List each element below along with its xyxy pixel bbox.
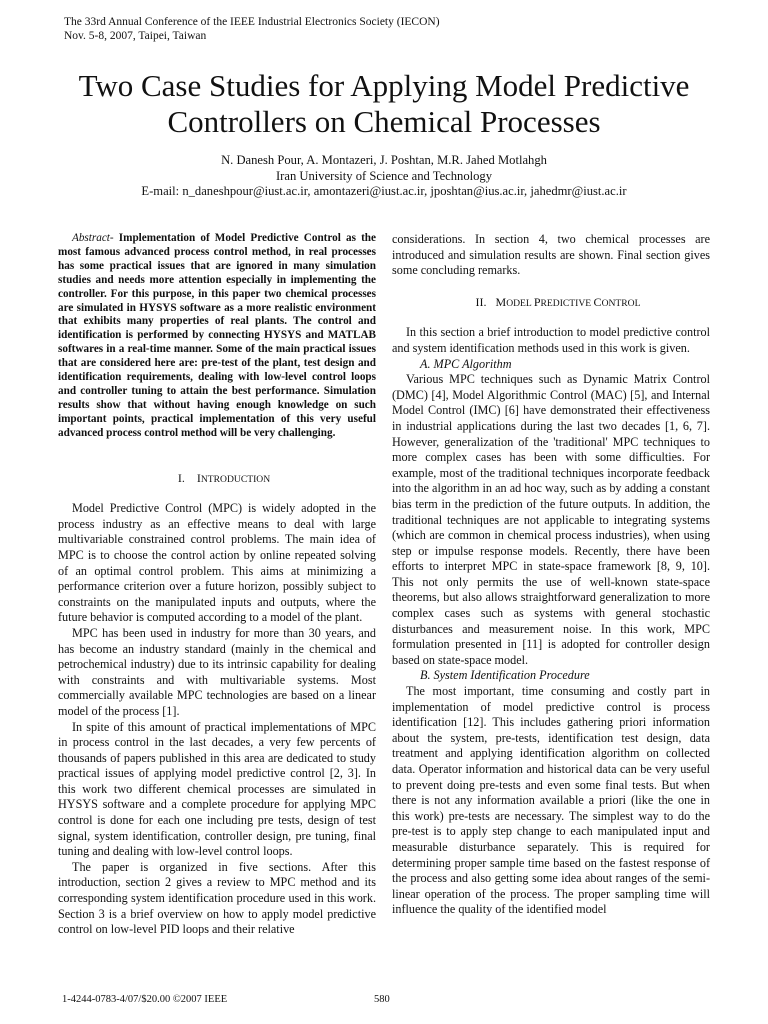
- affiliation: Iran University of Science and Technology: [275, 168, 493, 183]
- abstract: [58, 232, 376, 441]
- abstract-lead: Abstract-: [72, 232, 114, 244]
- title-line-1: Two Case Studies for Applying Model Predictive: [78, 68, 690, 103]
- intro-paragraph-2: MPC has been used in industry for more than 30 years, and has become an industry standard (mainly in the chemical and petrochemical industry) due to its intrinsic capability for dealing with constraints and with multivariable systems. Most commercially available MPC technologies are based on a linear model of the process [1].: [58, 625, 376, 718]
- left-column: [58, 232, 376, 938]
- system-identification-paragraph: The most important, time consuming and costly part in implementation of model predictive control is process identification [12]. This includes gathering priori information about the system, pre-tests, identification test design, data treatment and applying identification algorithm on collected data. Operator information and historical data can be very useful to prevent doing pre-tests and even some final tests. But when there is not any information available a priori (like the one in this work) pre-tests are necessary. The simplest way to do the pre-test is to apply step change to each manipulated input and measurable disturbance separately. This is required for determining proper sample time based on the fastest response of the process and also getting some idea about ranges of the semi-linear operation of the process. The proper sampling time will influence the quality of the identified model: [392, 684, 710, 917]
- author-block: [40, 153, 728, 200]
- section-heading-introduction: I. INTRODUCTION: [177, 470, 271, 485]
- intro-paragraph-1: Model Predictive Control (MPC) is widely adopted in the process industry as an effective means to deal with large multivariable constrained control problems. The main idea of MPC is to choose the control action by online repeated solving of an optimal control problem. This aims at minimizing a performance criterion over a future horizon, possibly subject to constraints on the manipulated inputs and outputs, where the future behavior is computed according to a model of the plant.: [58, 501, 376, 625]
- mpc-intro-paragraph: In this section a brief introduction to model predictive control and system identification methods used in this work is given.: [392, 325, 710, 355]
- author-names: N. Danesh Pour, A. Montazeri, J. Poshtan, M.R. Jahed Motlahgh: [221, 153, 547, 167]
- subsection-heading-mpc-algorithm: A. MPC Algorithm: [420, 356, 512, 371]
- intro-paragraph-4: The paper is organized in five sections. After this introduction, section 2 gives a review to MPC method and its corresponding system identification procedure used in this work. Section 3 is a brief overview on how to apply model predictive control on low-level PID loops and their relative: [58, 859, 376, 937]
- conference-name: The 33rd Annual Conference of the IEEE Industrial Electronics Society (IECON): [64, 16, 440, 28]
- page-number: 580: [374, 994, 390, 1005]
- intro-paragraph-3: In spite of this amount of practical implementations of MPC in process control in the last decades, a very few percents of thousands of papers published in this area are dedicated to study practical issues of applying model predictive control [2, 3]. In this work two different chemical processes are simulated in HYSYS software and a complete procedure for applying MPC control is done for each one including pre tests, design of test signal, system identification, controller design, pre tuning, final tuning and dealing with low-level control loops.: [58, 719, 376, 859]
- right-column: [392, 232, 710, 918]
- subsection-heading-system-identification: B. System Identification Procedure: [420, 668, 590, 683]
- title-line-2: Controllers on Chemical Processes: [167, 104, 601, 139]
- copyright-notice: 1-4244-0783-4/07/$20.00 ©2007 IEEE: [62, 994, 228, 1005]
- conference-date-location: Nov. 5-8, 2007, Taipei, Taiwan: [64, 30, 207, 42]
- mpc-algorithm-paragraph: Various MPC techniques such as Dynamic Matrix Control (DMC) [4], Model Algorithmic Control (MAC) [5], and Internal Model Control (IMC) [6] have demonstrated their effectiveness in industrial applications during the last two decades [1, 6, 7]. However, generalization of the 'traditional' MPC techniques to more complex cases has been with some difficulties. For example, most of the traditional techniques incorporate feedback into the algorithm in an ad hoc way, such as by adding a constant bias term in the prediction of the future outputs. In addition, the traditional techniques are not applicable to integrating systems (which are common in chemical process industries), when using step or impulse response models. Recently, there have been efforts to interpret MPC in state-space framework [8, 9, 10]. This not only permits the use of well-known state-space theorems, but also allows straightforward generalization to more complex cases such as systems with general stochastic disturbances and measurement noise. In this work, MPC formulation presented in [11] is adopted for controller design based on state-space model.: [392, 372, 710, 667]
- email-list: E-mail: n_daneshpour@iust.ac.ir, amontazeri@iust.ac.ir, jposhtan@ius.ac.ir, jahedmr@iust.ac.ir: [141, 184, 627, 198]
- paper-title: [40, 68, 728, 140]
- section-heading-mpc: II. MODEL PREDICTIVE CONTROL: [475, 294, 641, 309]
- conference-header: [64, 15, 440, 43]
- abstract-body: Implementation of Model Predictive Control as the most famous advanced process control method, in real processes has some practical issues that are ignored in many simulation studies and needs more attention especially in implementing the controller. For this purpose, in this paper two chemical processes are simulated in HYSYS software as a more realistic environment that exhibits many properties of real plants. The control and identification is performed by connecting HYSYS and MATLAB softwares in a real-time manner. Some of the main practical issues that are considered here are: pre-test of the plant, test design and identification requirements, dealing with low-level control loops and controller tuning to attain the best performance. Simulation results show that without having enough knowledge on such important points, practical implementation of this very useful advanced process control method will be very challenging.: [58, 232, 376, 439]
- intro-continuation: considerations. In section 4, two chemical processes are introduced and simulation results are shown. Final section gives some concluding remarks.: [392, 232, 710, 278]
